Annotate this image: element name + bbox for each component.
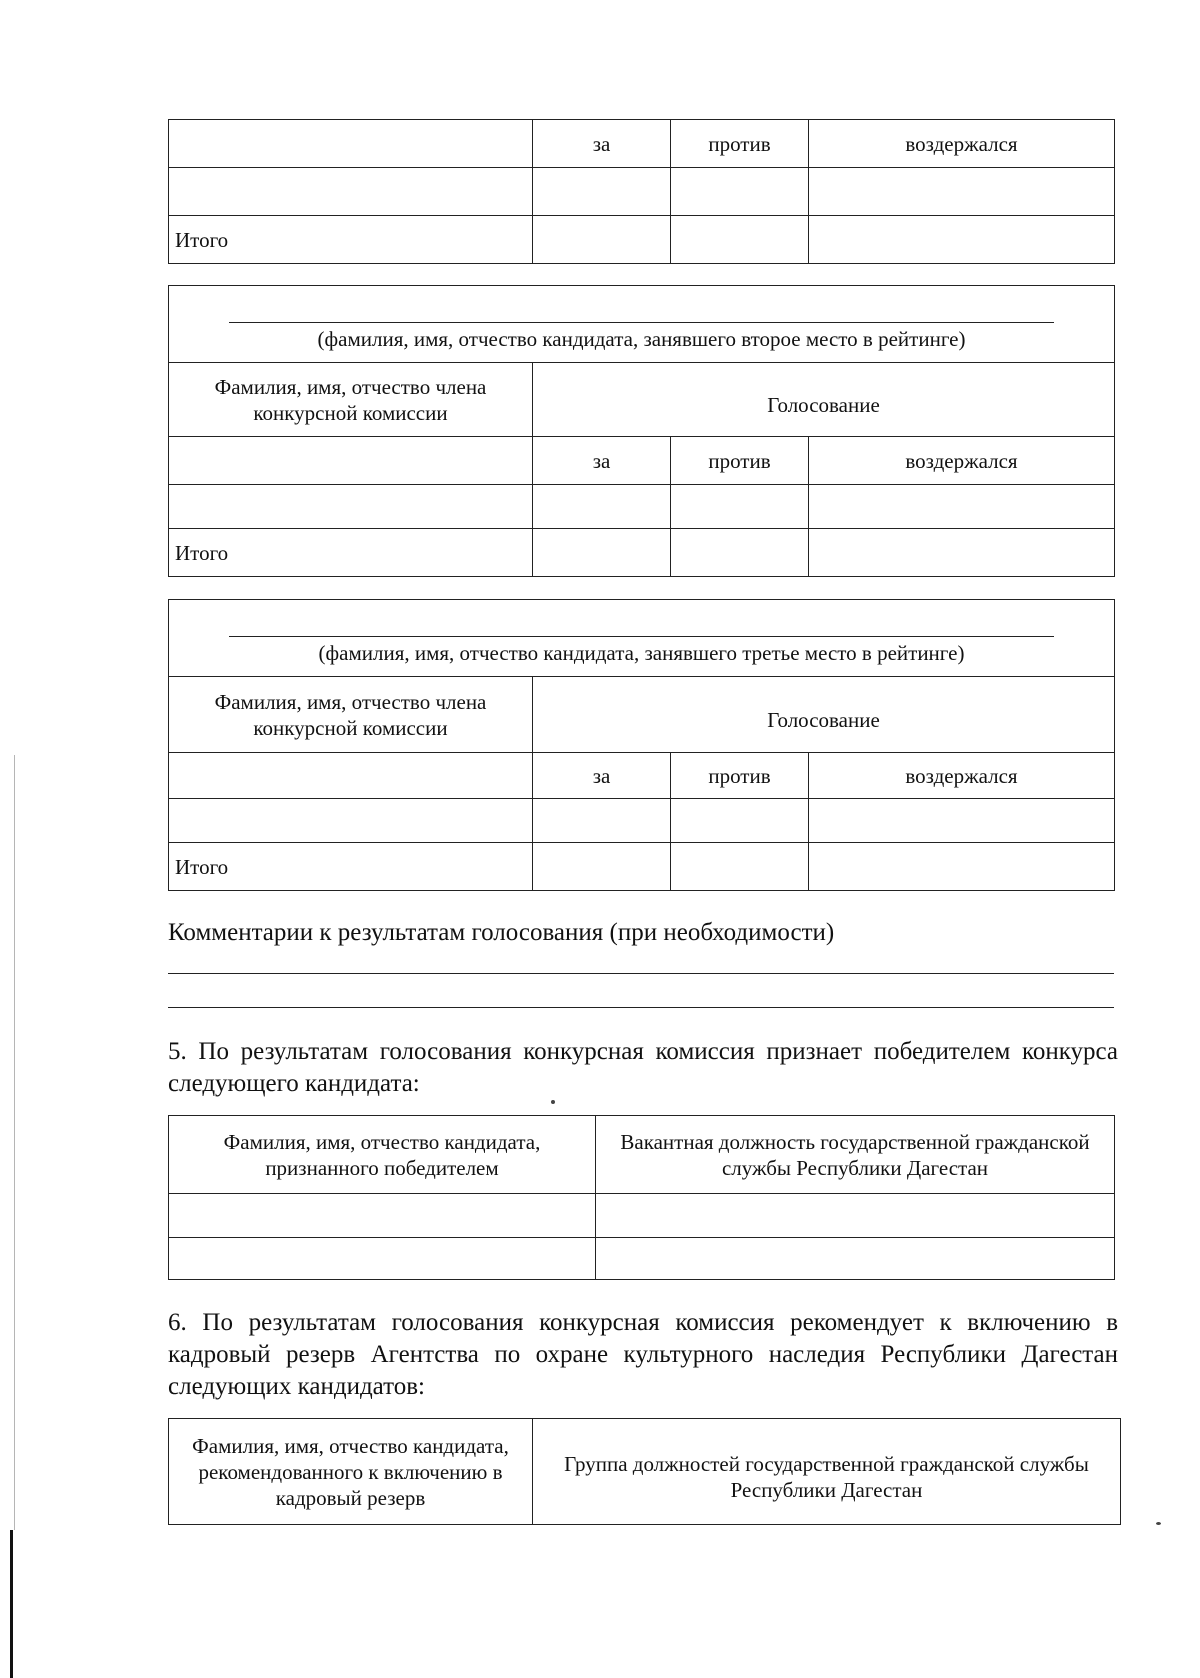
table-cell bbox=[671, 168, 809, 216]
table-cell bbox=[809, 799, 1115, 843]
vote-for-header: за bbox=[533, 120, 671, 168]
table-cell bbox=[809, 843, 1115, 891]
table-cell bbox=[809, 485, 1115, 529]
scan-margin-mark bbox=[10, 1530, 13, 1678]
table-cell bbox=[809, 529, 1115, 577]
vote-against-header: против bbox=[671, 120, 809, 168]
table-cell bbox=[671, 485, 809, 529]
table-cell bbox=[671, 843, 809, 891]
candidate-name-line bbox=[229, 636, 1054, 637]
table-cell bbox=[533, 529, 671, 577]
table-cell bbox=[533, 843, 671, 891]
table-cell bbox=[671, 529, 809, 577]
winner-table bbox=[168, 1115, 1115, 1280]
scan-speck bbox=[551, 1100, 555, 1104]
candidate-name-cell bbox=[169, 286, 1115, 363]
voting-header: Голосование bbox=[533, 677, 1115, 753]
total-label: Итого bbox=[169, 216, 533, 264]
table-cell bbox=[596, 1194, 1115, 1238]
reserve-candidate-header: Фамилия, имя, отчество кандидата, рекомендованного к включению в кадровый резерв bbox=[169, 1419, 533, 1525]
section-6-paragraph: 6. По результатам голосования конкурсная комиссия рекомендует к включению в кадровый резерв Агентства по охране культурного наследия Республики Дагестан следующих кандидатов: bbox=[168, 1309, 1118, 1400]
member-header: Фамилия, имя, отчество члена конкурсной комиссии bbox=[169, 363, 533, 437]
winner-name-header: Фамилия, имя, отчество кандидата, признанного победителем bbox=[169, 1116, 596, 1194]
comments-label: Комментарии к результатам голосования (при необходимости) bbox=[168, 919, 835, 946]
table-cell bbox=[533, 168, 671, 216]
candidate-name-line bbox=[229, 322, 1054, 323]
section-5-paragraph: 5. По результатам голосования конкурсная комиссия признает победителем конкурса следующего кандидата: bbox=[168, 1038, 1118, 1097]
vote-for-header: за bbox=[533, 437, 671, 485]
voting-header: Голосование bbox=[533, 363, 1115, 437]
table-cell bbox=[533, 485, 671, 529]
table-cell bbox=[169, 1194, 596, 1238]
candidate-caption: (фамилия, имя, отчество кандидата, занявшего третье место в рейтинге) bbox=[318, 641, 965, 665]
scan-speck bbox=[1156, 1522, 1161, 1525]
total-label: Итого bbox=[169, 843, 533, 891]
candidate-name-cell bbox=[169, 600, 1115, 677]
table-cell bbox=[169, 753, 533, 799]
position-group-header: Группа должностей государственной гражданской службы Республики Дагестан bbox=[533, 1419, 1121, 1525]
table-cell bbox=[169, 437, 533, 485]
table-cell bbox=[809, 168, 1115, 216]
table-cell bbox=[169, 799, 533, 843]
table-cell bbox=[169, 168, 533, 216]
vote-abstained-header: воздержался bbox=[809, 437, 1115, 485]
table-cell bbox=[169, 1238, 596, 1280]
voting-table-first-candidate bbox=[168, 119, 1115, 264]
vote-abstained-header: воздержался bbox=[809, 753, 1115, 799]
total-label: Итого bbox=[169, 529, 533, 577]
member-header: Фамилия, имя, отчество члена конкурсной комиссии bbox=[169, 677, 533, 753]
scan-margin-line bbox=[14, 755, 15, 1530]
vote-against-header: против bbox=[671, 753, 809, 799]
vacant-position-header: Вакантная должность государственной гражданской службы Республики Дагестан bbox=[596, 1116, 1115, 1194]
voting-table-second-candidate bbox=[168, 285, 1115, 577]
table-cell bbox=[533, 799, 671, 843]
table-cell bbox=[671, 216, 809, 264]
comments-line-2 bbox=[168, 1007, 1114, 1008]
table-cell bbox=[533, 216, 671, 264]
candidate-caption: (фамилия, имя, отчество кандидата, занявшего второе место в рейтинге) bbox=[317, 327, 966, 351]
table-cell bbox=[671, 799, 809, 843]
vote-for-header: за bbox=[533, 753, 671, 799]
table-cell bbox=[169, 485, 533, 529]
reserve-table bbox=[168, 1418, 1121, 1525]
member-name-cell bbox=[169, 120, 533, 168]
table-cell bbox=[809, 216, 1115, 264]
comments-line-1 bbox=[168, 973, 1114, 974]
voting-table-third-candidate bbox=[168, 599, 1115, 891]
vote-against-header: против bbox=[671, 437, 809, 485]
table-cell bbox=[596, 1238, 1115, 1280]
vote-abstained-header: воздержался bbox=[809, 120, 1115, 168]
